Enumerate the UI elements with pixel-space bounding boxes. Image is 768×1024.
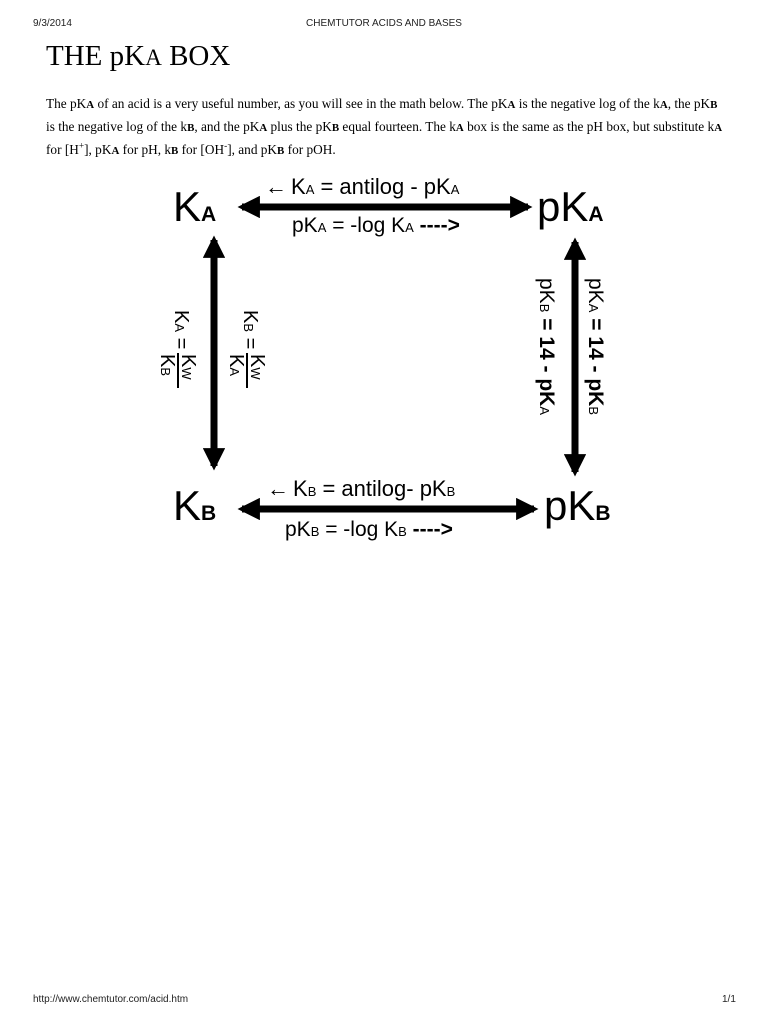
subscript-letter: A — [714, 122, 723, 134]
left-eq-kb — [225, 310, 268, 388]
paragraph-text: equal fourteen. The k — [339, 119, 456, 134]
paragraph-text: , and the pK — [194, 119, 260, 134]
paragraph-text: ], pK — [84, 142, 112, 157]
bottom-upper-label: ← KB = antilog- pKB — [267, 476, 456, 501]
subscript-letter: B — [331, 122, 340, 134]
paragraph-text: is the negative log of the k — [515, 96, 660, 111]
header-date: 9/3/2014 — [33, 18, 72, 29]
corner-ka: KA — [173, 183, 217, 230]
paragraph-text: of an acid is a very useful number, as you will see in the math below. The pK — [94, 96, 508, 111]
corner-kb: KB — [173, 482, 217, 529]
top-upper-label: ← KA = antilog - pKA — [265, 174, 460, 199]
superscript: - — [224, 141, 228, 152]
svg-text:KW: KW — [246, 354, 268, 380]
subscript-letter: B — [187, 122, 195, 134]
right-eq-pkb: pKB = 14 - pKA — [535, 278, 558, 415]
left-eq-ka — [156, 310, 199, 388]
paragraph-text: for [OH — [178, 142, 225, 157]
paragraph-text: is the negative log of the k — [46, 119, 188, 134]
subscript-letter: B — [710, 99, 718, 111]
paragraph-text: The pK — [46, 96, 87, 111]
right-eq-pka: pKA = 14 - pKB — [584, 278, 607, 415]
paragraph-text: for [H — [46, 142, 79, 157]
paragraph-text: box is the same as the pH box, but substitute k — [463, 119, 715, 134]
paragraph-text: for pH, k — [119, 142, 172, 157]
subscript-letter: A — [86, 99, 95, 111]
header-site-title: CHEMTUTOR ACIDS AND BASES — [306, 18, 462, 29]
title-main: THE pK — [46, 40, 146, 72]
corner-pkb: pKB — [544, 482, 611, 529]
paragraph-text: for pOH. — [284, 142, 336, 157]
subscript-letter: A — [659, 99, 668, 111]
subscript-letter: A — [259, 122, 268, 134]
top-lower-label: pKA = -log KA ----> — [292, 214, 460, 237]
svg-text:KA: KA — [225, 354, 247, 377]
subscript-letter: A — [455, 122, 464, 134]
subscript-letter: A — [507, 99, 516, 111]
paragraph-text: plus the pK — [267, 119, 332, 134]
subscript-letter: B — [277, 145, 285, 157]
subscript-letter: B — [171, 145, 179, 157]
title-subscript: A — [145, 45, 162, 71]
subscript-letter: A — [111, 145, 120, 157]
superscript: + — [78, 141, 85, 152]
svg-text:KB =: KB = — [239, 310, 261, 350]
svg-text:KA =: KA = — [170, 310, 192, 350]
paragraph-text: ], and pK — [227, 142, 278, 157]
svg-text:KB: KB — [156, 354, 178, 377]
footer-url[interactable]: http://www.chemtutor.com/acid.htm — [33, 994, 189, 1005]
bottom-lower-label: pKB = -log KB ----> — [285, 518, 453, 541]
title-tail: BOX — [161, 40, 231, 72]
svg-text:KW: KW — [177, 354, 199, 380]
footer-page-number: 1/1 — [722, 994, 736, 1005]
paragraph-text: , the pK — [667, 96, 711, 111]
corner-pka: pKA — [537, 183, 604, 230]
